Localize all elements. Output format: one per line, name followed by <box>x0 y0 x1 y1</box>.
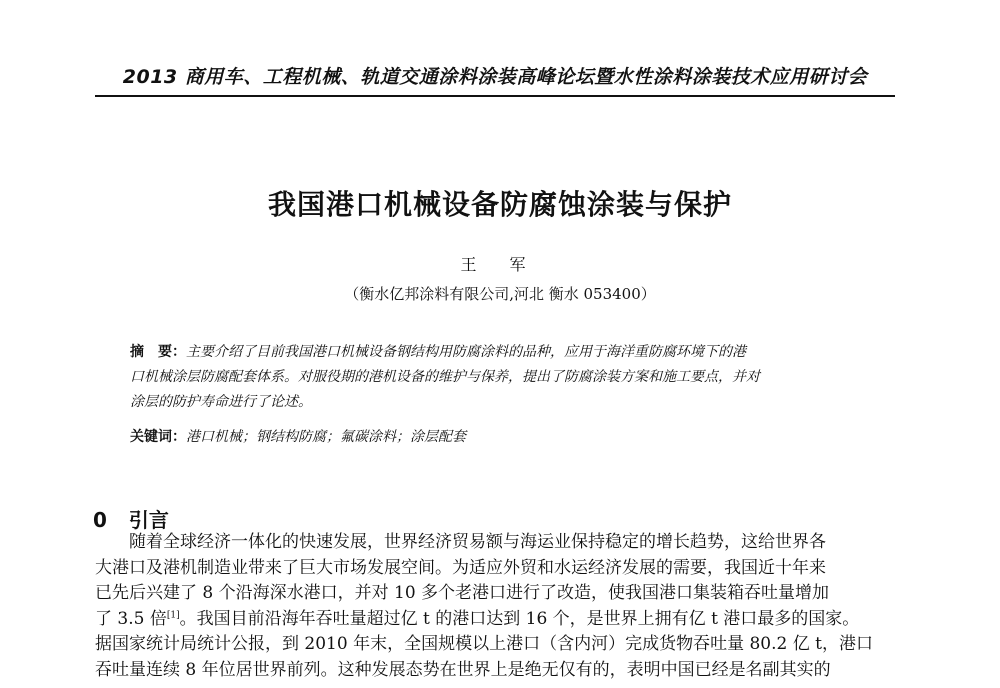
abstract <box>130 340 870 415</box>
section-number: 0 <box>93 508 107 532</box>
body-line-5: 据国家统计局统计公报，到 2010 年末，全国规模以上港口（含内河）完成货物吞吐量 80.2 亿 t，港口 <box>95 634 873 654</box>
abstract-label: 摘 要： <box>130 344 186 360</box>
body-line-4-text: 我国目前沿海年吞吐量超过亿 t 的港口达到 16 个，是世界上拥有亿 t 港口最多的国家。 <box>196 608 860 629</box>
abstract-text-1: 主要介绍了目前我国港口机械设备钢结构用防腐涂料的品种，应用于海洋重防腐环境下的港 <box>186 344 746 360</box>
section-title: 引言 <box>128 508 169 532</box>
abstract-line-3: 涂层的防护寿命进行了论述。 <box>130 394 312 410</box>
body-line-4-punct: 。 <box>179 608 197 629</box>
citation-marker: [1] <box>166 609 180 620</box>
author-affiliation: （衡水亿邦涂料有限公司,河北 衡水 053400） <box>344 285 656 303</box>
body-line-4-prefix: 了 3.5 倍 <box>95 608 167 629</box>
running-header: 2013 商用车、工程机械、轨道交通涂料涂装高峰论坛暨水性涂料涂装技术应用研讨会 <box>122 66 868 88</box>
body-line-4 <box>95 607 998 633</box>
section-heading <box>93 504 169 533</box>
body-line-3: 已先后兴建了 8 个沿海深水港口，并对 10 多个老港口进行了改造，使我国港口集装箱吞吐量增加 <box>95 583 830 603</box>
body-line-2: 大港口及港机制造业带来了巨大市场发展空间。为适应外贸和水运经济发展的需要，我国近十年来 <box>95 557 826 578</box>
paper-title: 我国港口机械设备防腐蚀涂装与保护 <box>267 188 732 221</box>
keywords <box>130 426 870 446</box>
header-rule <box>95 95 895 97</box>
body-line-6: 吞吐量连续 8 年位居世界前列。这种发展态势在世界上是绝无仅有的，表明中国已经是名副其实的 <box>95 659 831 680</box>
author-name: 王 军 <box>460 255 540 274</box>
body-line-1: 随着全球经济一体化的快速发展，世界经济贸易额与海运业保持稳定的增长趋势，这给世界各 <box>129 532 826 552</box>
body-text <box>95 530 998 683</box>
keywords-text: 港口机械；钢结构防腐；氟碳涂料；涂层配套 <box>186 429 466 445</box>
abstract-line-2: 口机械涂层防腐配套体系。对服役期的港机设备的维护与保养，提出了防腐涂装方案和施工要点，并对 <box>130 369 760 385</box>
keywords-label: 关键词： <box>130 429 186 445</box>
abstract-line-1 <box>130 340 870 365</box>
